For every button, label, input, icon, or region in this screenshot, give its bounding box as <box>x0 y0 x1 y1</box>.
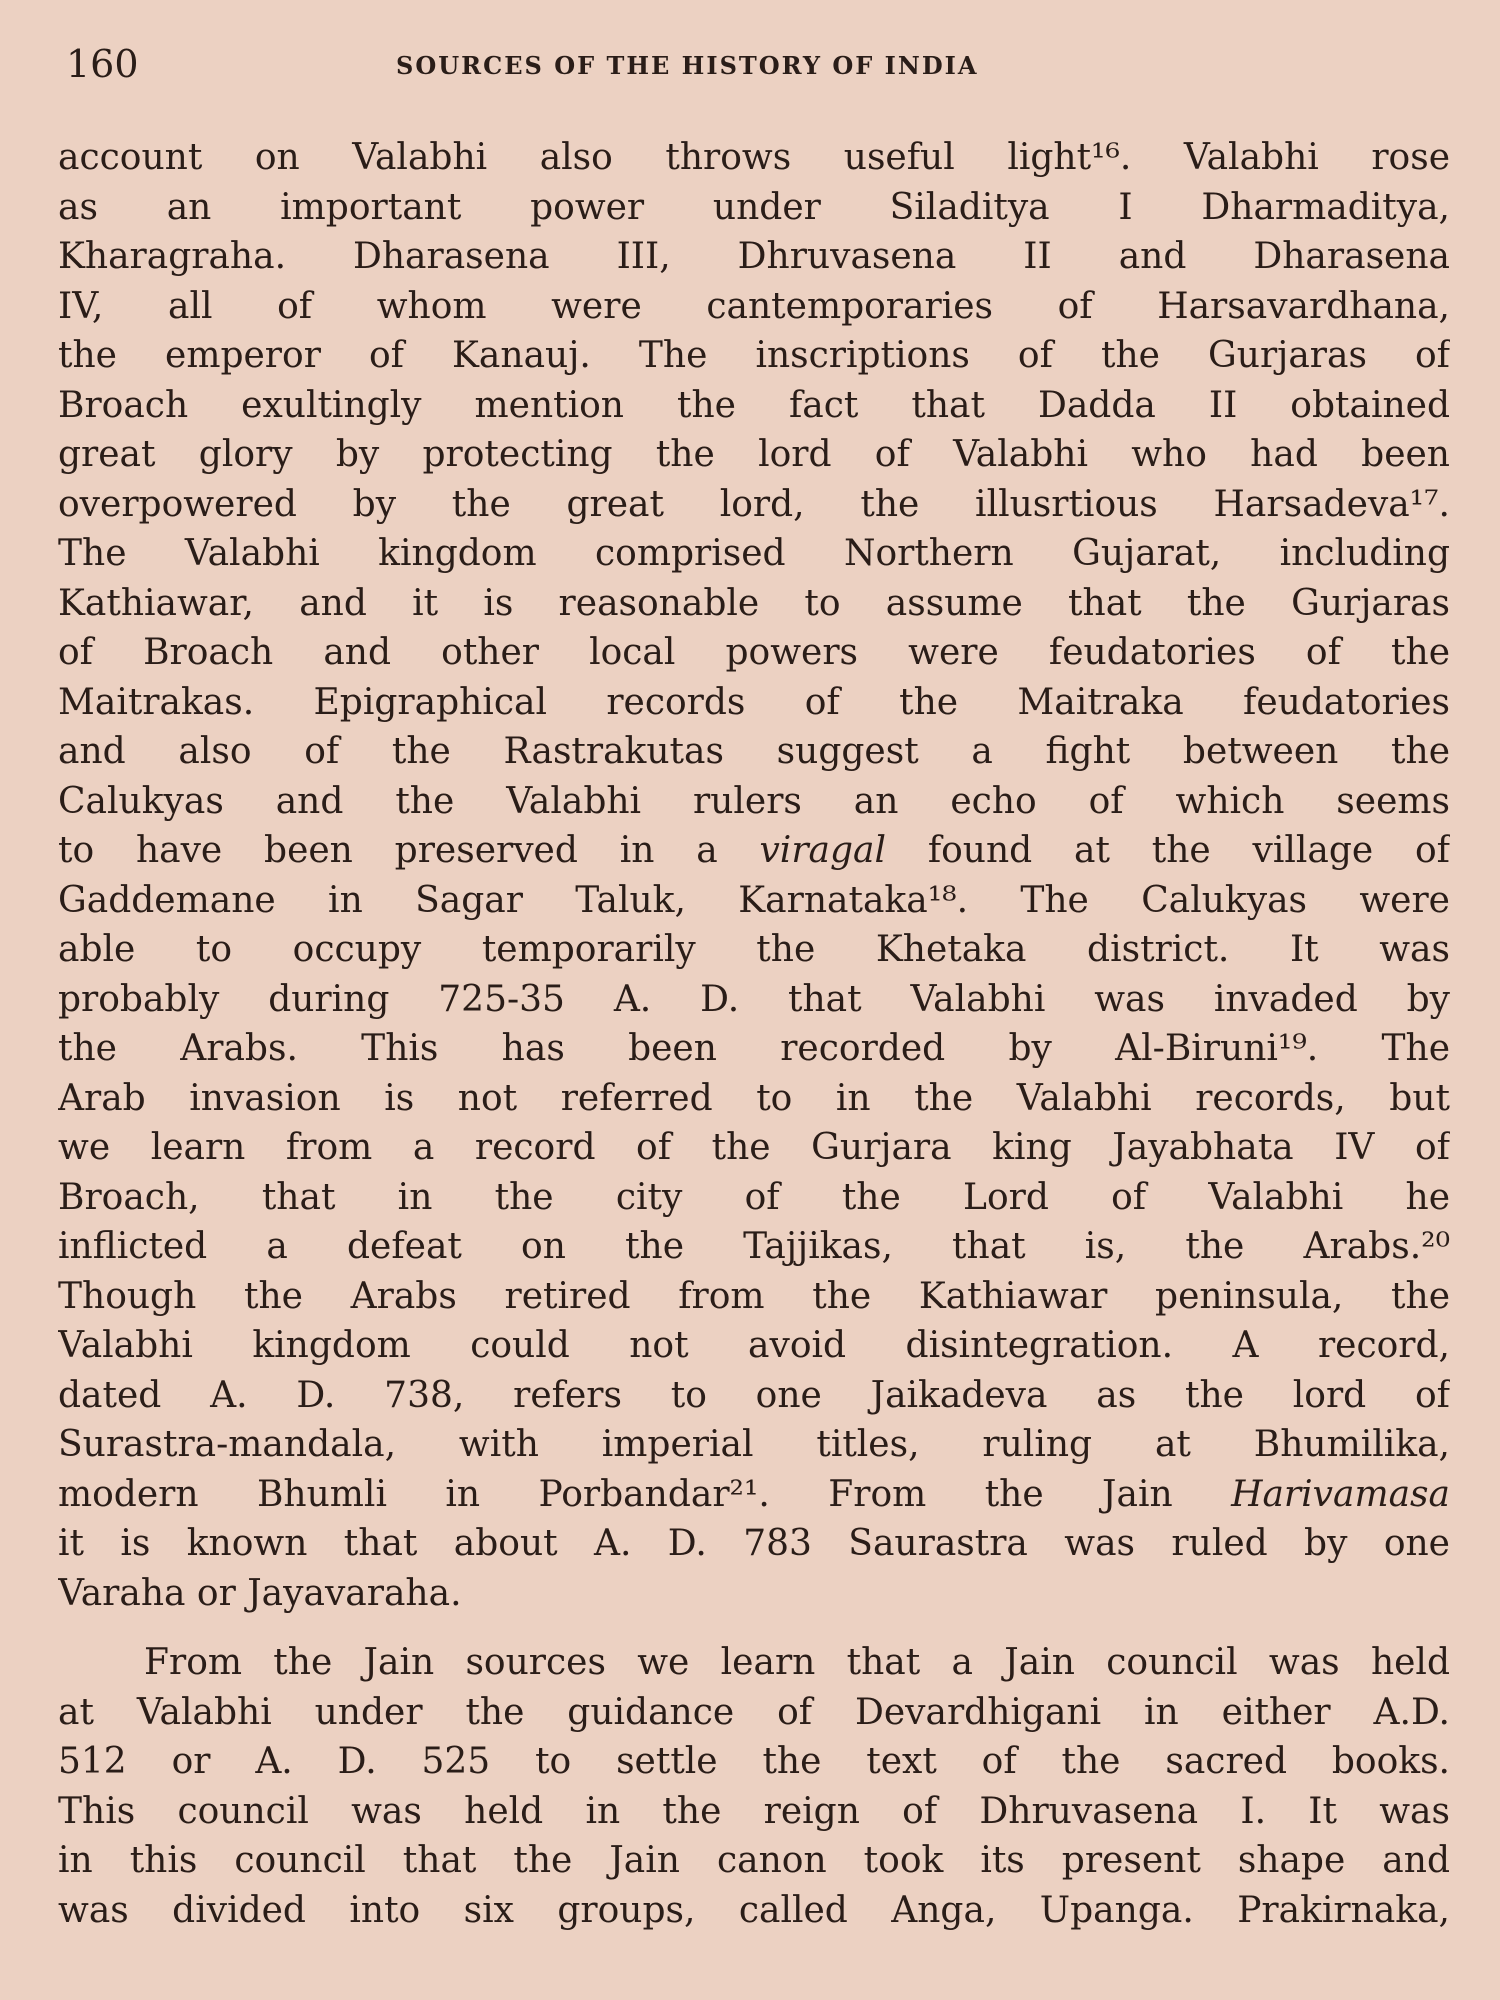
text-line: overpowered by the great lord, the illusrtious Harsadeva¹⁷. <box>58 483 1450 525</box>
text-line: dated A. D. 738, refers to one Jaikadeva as the lord of <box>58 1374 1450 1416</box>
text-line: and also of the Rastrakutas suggest a fight between the <box>58 731 1450 772</box>
text-line: the Arabs. This has been recorded by Al-Biruni¹⁹. The <box>58 1028 1450 1069</box>
text-line: at Valabhi under the guidance of Devardhigani in either A.D. <box>58 1691 1450 1733</box>
text-line: Though the Arabs retired from the Kathiawar peninsula, the <box>58 1275 1450 1317</box>
text-line: great glory by protecting the lord of Valabhi who had been <box>58 434 1450 475</box>
text-line: Kharagraha. Dharasena III, Dhruvasena II and Dharasena <box>58 236 1450 277</box>
paragraph <box>58 1638 1450 1935</box>
text-line: as an important power under Siladitya I Dharmaditya, <box>58 186 1450 228</box>
text-line: of Broach and other local powers were feudatories of the <box>58 632 1450 673</box>
running-title: SOURCES OF THE HISTORY OF INDIA <box>396 51 979 80</box>
page-number: 160 <box>66 42 139 86</box>
text-line: The Valabhi kingdom comprised Northern Gujarat, including <box>58 533 1450 574</box>
text-line: This council was held in the reign of Dhruvasena I. It was <box>58 1790 1450 1832</box>
text-line: in this council that the Jain canon took its present shape and <box>58 1840 1450 1881</box>
italic-term: Harivamasa <box>1231 1473 1450 1515</box>
text-line: From the Jain sources we learn that a Jain council was held <box>144 1642 1450 1683</box>
text-line: it is known that about A. D. 783 Saurastra was ruled by one <box>58 1523 1450 1564</box>
text-line: Broach exultingly mention the fact that Dadda II obtained <box>58 384 1450 426</box>
text-line: modern Bhumli in Porbandar²¹. From the Jain Harivamasa <box>58 1473 1450 1515</box>
text-line: Kathiawar, and it is reasonable to assume that the Gurjaras <box>58 582 1450 624</box>
text-line: we learn from a record of the Gurjara king Jayabhata IV of <box>58 1127 1450 1168</box>
paragraph-gap <box>58 1618 1450 1638</box>
text-line: probably during 725-35 A. D. that Valabhi was invaded by <box>58 978 1450 1020</box>
page-header <box>66 42 1456 86</box>
text-line: to have been preserved in a viragal found at the village of <box>58 830 1450 871</box>
text-line: IV, all of whom were cantemporaries of Harsavardhana, <box>58 285 1450 327</box>
text-line: 512 or A. D. 525 to settle the text of the sacred books. <box>58 1741 1450 1782</box>
text-line: Arab invasion is not referred to in the Valabhi records, but <box>58 1077 1450 1119</box>
italic-term: viragal <box>759 830 887 871</box>
text-line: was divided into six groups, called Anga, Upanga. Prakirnaka, <box>58 1889 1450 1931</box>
text-line: Gaddemane in Sagar Taluk, Karnataka¹⁸. The Calukyas were <box>58 879 1450 921</box>
page-body <box>58 133 1450 1935</box>
paragraph <box>58 133 1450 1618</box>
text-line: Maitrakas. Epigraphical records of the Maitraka feudatories <box>58 681 1450 723</box>
text-line: Surastra-mandala, with imperial titles, ruling at Bhumilika, <box>58 1424 1450 1465</box>
text-line: Broach, that in the city of the Lord of Valabhi he <box>58 1176 1450 1218</box>
text-line: Valabhi kingdom could not avoid disintegration. A record, <box>58 1325 1450 1366</box>
text-line: able to occupy temporarily the Khetaka district. It was <box>58 929 1450 970</box>
text-line: account on Valabhi also throws useful light¹⁶. Valabhi rose <box>58 137 1450 178</box>
text-line: Calukyas and the Valabhi rulers an echo of which seems <box>58 780 1450 822</box>
text-line: the emperor of Kanauj. The inscriptions of the Gurjaras of <box>58 335 1450 376</box>
text-line: inflicted a defeat on the Tajjikas, that is, the Arabs.²⁰ <box>58 1226 1450 1267</box>
text-line: Varaha or Jayavaraha. <box>58 1572 462 1614</box>
